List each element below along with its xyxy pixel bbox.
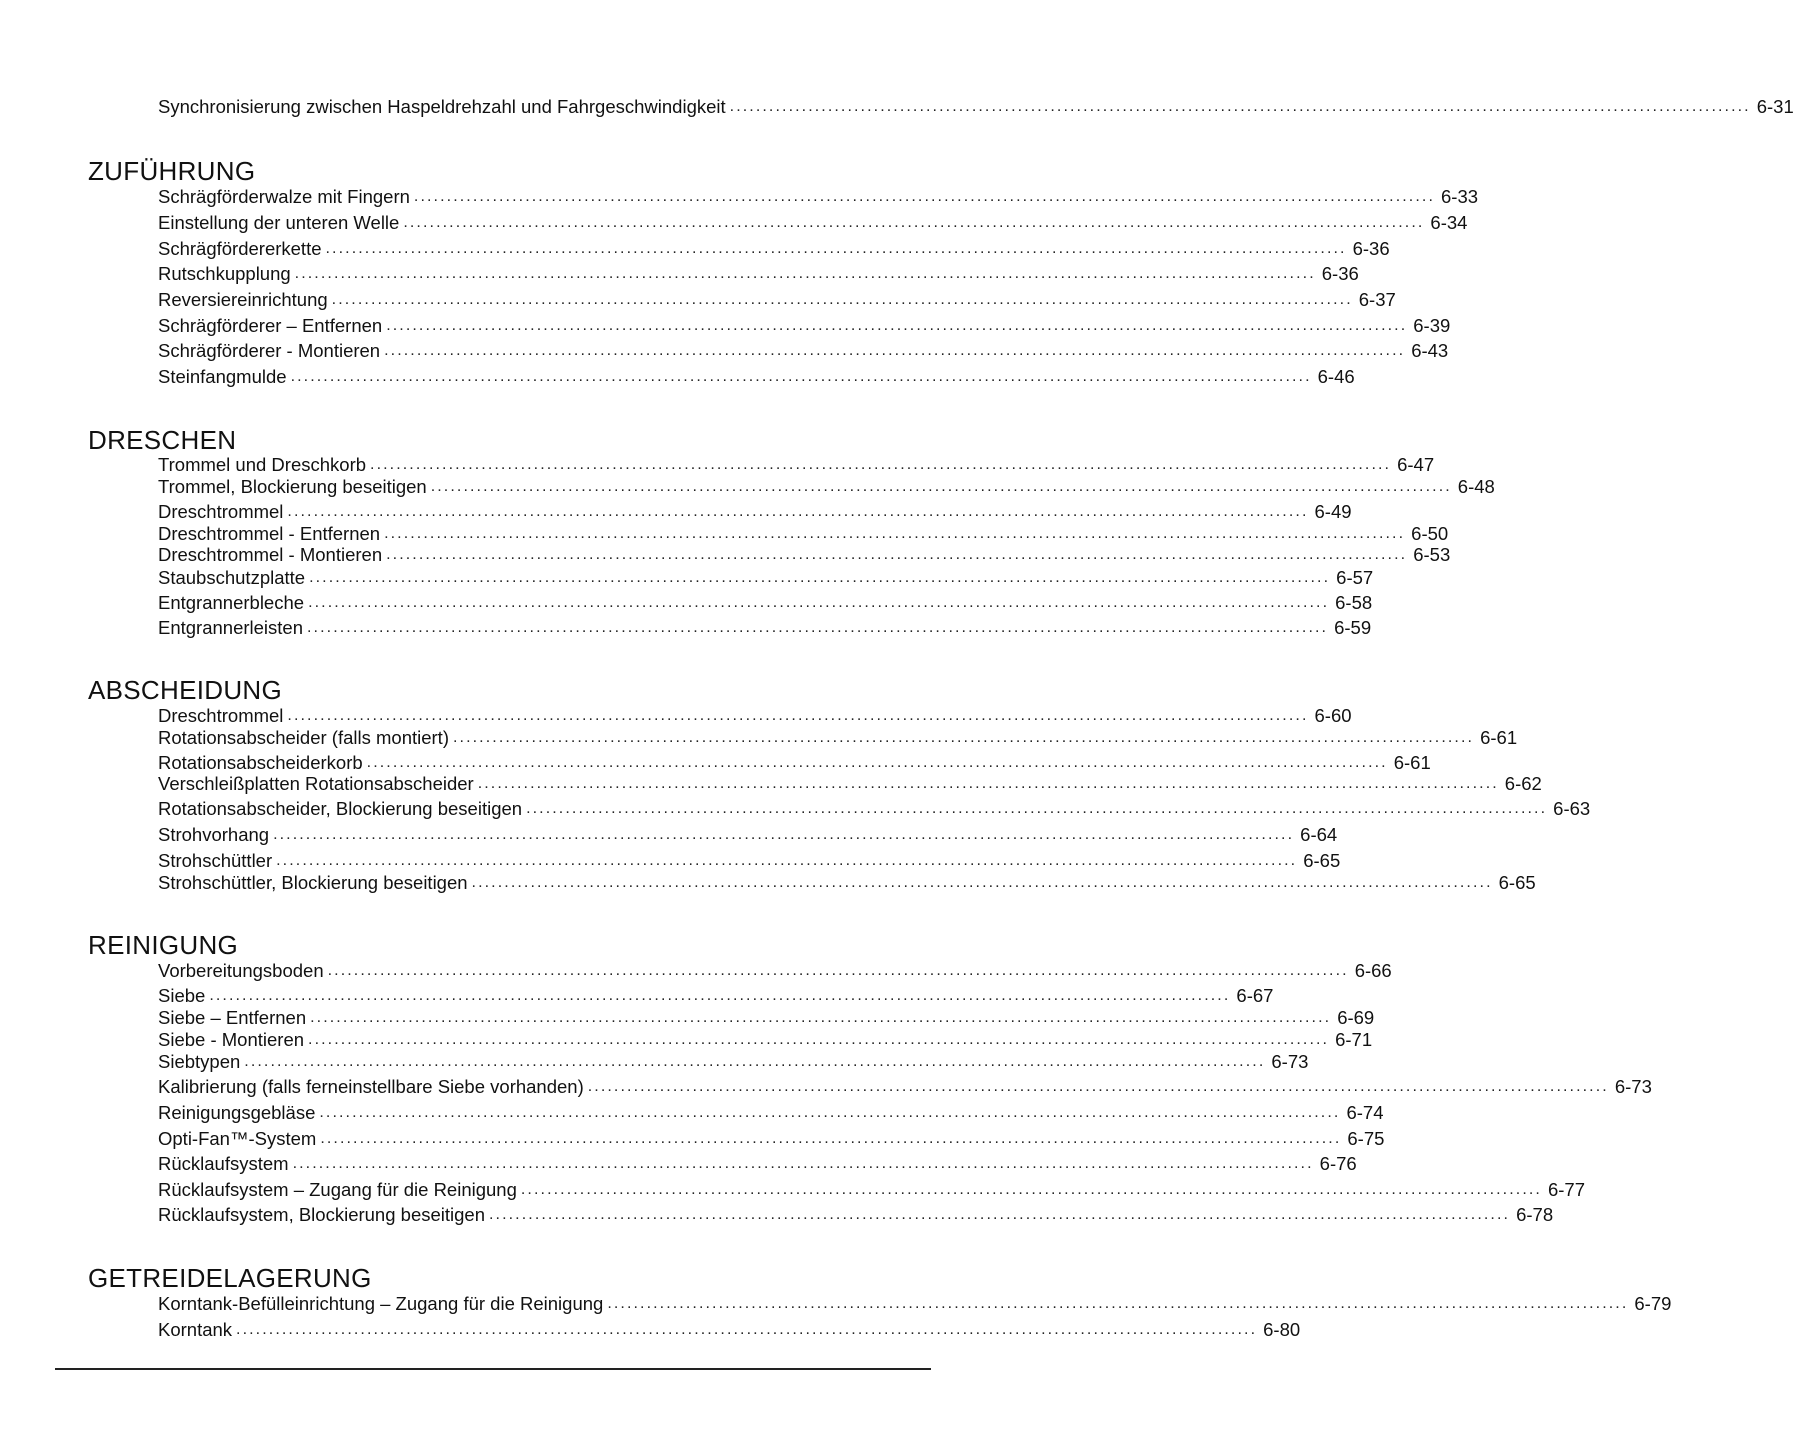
leader-dots: ............................................................................................................................................................ bbox=[489, 1206, 1511, 1223]
leader-dots: ............................................................................................................................................................ bbox=[430, 478, 1452, 495]
toc-entry-page: 6-49 bbox=[1314, 501, 1352, 522]
toc-entry-page: 6-73 bbox=[1614, 1076, 1652, 1097]
toc-entry[interactable] bbox=[158, 590, 1373, 614]
toc-entry-page: 6-71 bbox=[1335, 1029, 1373, 1050]
toc-entry-title: Dreschtrommel bbox=[158, 501, 284, 522]
toc-entry[interactable] bbox=[158, 499, 1352, 523]
toc-entry-title: Rücklaufsystem, Blockierung beseitigen bbox=[158, 1204, 485, 1225]
leader-dots: ............................................................................................................................................................ bbox=[276, 852, 1298, 869]
toc-entry[interactable] bbox=[158, 210, 1468, 234]
toc-entry[interactable] bbox=[158, 848, 1341, 872]
section-heading-getreidelagerung: GETREIDELAGERUNG bbox=[88, 1263, 372, 1293]
leader-dots: ............................................................................................................................................................ bbox=[370, 456, 1392, 473]
toc-entry-title: Strohvorhang bbox=[158, 824, 270, 845]
toc-entry-title: Steinfangmulde bbox=[158, 366, 287, 387]
toc-entry-page: 6-69 bbox=[1337, 1007, 1375, 1028]
toc-entry-title: Korntank bbox=[158, 1319, 233, 1340]
leader-dots: ............................................................................................................................................................ bbox=[236, 1321, 1258, 1338]
toc-entry-page: 6-64 bbox=[1300, 824, 1338, 845]
leader-dots: ............................................................................................................................................................ bbox=[520, 1181, 1542, 1198]
footer-rule bbox=[55, 1368, 931, 1370]
toc-entry-title: Schrägförderer - Montieren bbox=[158, 340, 381, 361]
toc-entry-page: 6-39 bbox=[1413, 315, 1451, 336]
toc-entry-page: 6-57 bbox=[1336, 567, 1374, 588]
toc-entry[interactable] bbox=[158, 796, 1591, 820]
leader-dots: ............................................................................................................................................................ bbox=[307, 619, 1329, 636]
toc-entry-page: 6-78 bbox=[1516, 1204, 1554, 1225]
toc-entry[interactable] bbox=[158, 452, 1435, 476]
leader-dots: ............................................................................................................................................................ bbox=[587, 1078, 1609, 1095]
leader-dots: ............................................................................................................................................................ bbox=[308, 1031, 1330, 1048]
leader-dots: ............................................................................................................................................................ bbox=[327, 962, 1349, 979]
leader-dots: ............................................................................................................................................................ bbox=[386, 546, 1408, 563]
toc-entry-title: Strohschüttler, Blockierung beseitigen bbox=[158, 872, 468, 893]
toc-entry[interactable] bbox=[158, 703, 1352, 727]
toc-entry-title: Dreschtrommel - Montieren bbox=[158, 544, 383, 565]
section-heading-reinigung: REINIGUNG bbox=[88, 930, 239, 960]
toc-entry-page: 6-60 bbox=[1314, 705, 1352, 726]
toc-entry-title: Strohschüttler bbox=[158, 850, 273, 871]
leader-dots: ............................................................................................................................................................ bbox=[244, 1053, 1266, 1070]
toc-entry-page: 6-75 bbox=[1347, 1128, 1385, 1149]
toc-entry[interactable] bbox=[158, 1027, 1373, 1051]
toc-entry-title: Trommel, Blockierung beseitigen bbox=[158, 476, 427, 497]
toc-entry-page: 6-34 bbox=[1430, 212, 1468, 233]
toc-entry-page: 6-79 bbox=[1634, 1293, 1672, 1314]
toc-entry-title: Entgrannerleisten bbox=[158, 617, 304, 638]
toc-entry-title: Siebe - Montieren bbox=[158, 1029, 305, 1050]
leader-dots: ............................................................................................................................................................ bbox=[413, 188, 1435, 205]
leader-dots: ............................................................................................................................................................ bbox=[384, 342, 1406, 359]
toc-entry-page: 6-76 bbox=[1319, 1153, 1357, 1174]
toc-entry[interactable] bbox=[158, 771, 1542, 795]
toc-entry[interactable] bbox=[158, 1005, 1375, 1029]
toc-entry-page: 6-46 bbox=[1317, 366, 1355, 387]
toc-entry-title: Siebtypen bbox=[158, 1051, 241, 1072]
toc-entry[interactable] bbox=[158, 615, 1372, 639]
toc-entry-page: 6-65 bbox=[1303, 850, 1341, 871]
toc-entry-title: Opti-Fan™-System bbox=[158, 1128, 317, 1149]
toc-entry-page: 6-61 bbox=[1480, 727, 1518, 748]
toc-entry-title: Schrägfördererkette bbox=[158, 238, 322, 259]
toc-entry-page: 6-59 bbox=[1334, 617, 1372, 638]
leader-dots: ............................................................................................................................................................ bbox=[331, 291, 1353, 308]
leader-dots: ............................................................................................................................................................ bbox=[477, 775, 1499, 792]
toc-entry[interactable] bbox=[158, 1074, 1652, 1098]
leader-dots: ............................................................................................................................................................ bbox=[325, 240, 1347, 257]
leader-dots: ............................................................................................................................................................ bbox=[453, 729, 1475, 746]
toc-entry-page: 6-73 bbox=[1271, 1051, 1309, 1072]
toc-entry[interactable] bbox=[158, 1202, 1554, 1226]
toc-entry[interactable] bbox=[158, 565, 1374, 589]
toc-entry[interactable] bbox=[158, 1049, 1309, 1073]
toc-entry-title: Rücklaufsystem – Zugang für die Reinigung bbox=[158, 1179, 517, 1200]
toc-entry-page: 6-66 bbox=[1354, 960, 1392, 981]
leader-dots: ............................................................................................................................................................ bbox=[729, 98, 1751, 115]
toc-entry-title: Siebe – Entfernen bbox=[158, 1007, 307, 1028]
leader-dots: ............................................................................................................................................................ bbox=[209, 987, 1231, 1004]
leader-dots: ............................................................................................................................................................ bbox=[273, 826, 1295, 843]
toc-entry[interactable] bbox=[158, 1317, 1301, 1341]
toc-entry-title: Schrägförderwalze mit Fingern bbox=[158, 186, 410, 207]
section-heading-abscheidung: ABSCHEIDUNG bbox=[88, 675, 282, 705]
toc-entry[interactable] bbox=[158, 983, 1274, 1007]
toc-entry[interactable] bbox=[158, 1291, 1672, 1315]
toc-entry-page: 6-53 bbox=[1413, 544, 1451, 565]
toc-entry-title: Korntank-Befülleinrichtung – Zugang für die Reinigung bbox=[158, 1293, 604, 1314]
leader-dots: ............................................................................................................................................................ bbox=[471, 874, 1493, 891]
toc-entry-page: 6-77 bbox=[1547, 1179, 1585, 1200]
toc-entry-title: Rotationsabscheider, Blockierung beseitigen bbox=[158, 798, 523, 819]
toc-entry-title: Dreschtrommel - Entfernen bbox=[158, 523, 381, 544]
toc-entry[interactable] bbox=[158, 338, 1449, 362]
toc-entry-page: 6-50 bbox=[1411, 523, 1449, 544]
toc-entry-title: Schrägförderer – Entfernen bbox=[158, 315, 383, 336]
toc-entry-title: Synchronisierung zwischen Haspeldrehzahl und Fahrgeschwindigkeit bbox=[158, 96, 726, 117]
leader-dots: ............................................................................................................................................................ bbox=[290, 368, 1312, 385]
toc-entry[interactable] bbox=[158, 184, 1479, 208]
leader-dots: ............................................................................................................................................................ bbox=[319, 1104, 1341, 1121]
toc-entry[interactable] bbox=[158, 822, 1338, 846]
toc-entry-title: Rotationsabscheider (falls montiert) bbox=[158, 727, 449, 748]
toc-entry-page: 6-80 bbox=[1263, 1319, 1301, 1340]
toc-entry-page: 6-63 bbox=[1553, 798, 1591, 819]
leader-dots: ............................................................................................................................................................ bbox=[287, 503, 1309, 520]
leader-dots: ............................................................................................................................................................ bbox=[366, 754, 1388, 771]
leader-dots: ............................................................................................................................................................ bbox=[308, 594, 1330, 611]
leader-dots: ............................................................................................................................................................ bbox=[287, 707, 1309, 724]
leader-dots: ............................................................................................................................................................ bbox=[526, 800, 1548, 817]
toc-entry-page: 6-43 bbox=[1411, 340, 1449, 361]
leader-dots: ............................................................................................................................................................ bbox=[310, 1009, 1332, 1026]
leader-dots: ............................................................................................................................................................ bbox=[294, 265, 1316, 282]
section-heading-dreschen: DRESCHEN bbox=[88, 425, 237, 455]
toc-entry-title: Rutschkupplung bbox=[158, 263, 291, 284]
toc-entry-title: Rücklaufsystem bbox=[158, 1153, 289, 1174]
toc-entry-page: 6-61 bbox=[1393, 752, 1431, 773]
leader-dots: ............................................................................................................................................................ bbox=[403, 214, 1425, 231]
toc-entry[interactable] bbox=[158, 870, 1536, 894]
toc-entry-title: Vorbereitungsboden bbox=[158, 960, 324, 981]
toc-entry[interactable] bbox=[158, 313, 1451, 337]
toc-entry[interactable] bbox=[158, 364, 1355, 388]
toc-entry-title: Siebe bbox=[158, 985, 206, 1006]
leader-dots: ............................................................................................................................................................ bbox=[320, 1130, 1342, 1147]
toc-entry-page: 6-36 bbox=[1321, 263, 1359, 284]
toc-entry-page: 6-48 bbox=[1457, 476, 1495, 497]
toc-entry[interactable] bbox=[158, 958, 1392, 982]
toc-entry-title: Reversiereinrichtung bbox=[158, 289, 328, 310]
toc-entry-page: 6-31 bbox=[1756, 96, 1794, 117]
toc-entry-title: Einstellung der unteren Welle bbox=[158, 212, 400, 233]
leader-dots: ............................................................................................................................................................ bbox=[309, 569, 1331, 586]
toc-entry-title: Rotationsabscheiderkorb bbox=[158, 752, 363, 773]
toc-entry[interactable] bbox=[158, 236, 1390, 260]
toc-entry-page: 6-67 bbox=[1236, 985, 1274, 1006]
section-heading-zufuehrung: ZUFÜHRUNG bbox=[88, 156, 256, 186]
toc-entry[interactable] bbox=[158, 1126, 1385, 1150]
toc-entry-page: 6-33 bbox=[1441, 186, 1479, 207]
toc-entry-page: 6-36 bbox=[1352, 238, 1390, 259]
toc-entry[interactable] bbox=[158, 1100, 1384, 1124]
toc-entry-page: 6-58 bbox=[1335, 592, 1373, 613]
toc-entry-title: Staubschutzplatte bbox=[158, 567, 306, 588]
toc-entry[interactable] bbox=[158, 1177, 1585, 1201]
leader-dots: ............................................................................................................................................................ bbox=[386, 317, 1408, 334]
toc-entry-page: 6-65 bbox=[1498, 872, 1536, 893]
toc-entry-title: Reinigungsgebläse bbox=[158, 1102, 316, 1123]
toc-entry-title: Kalibrierung (falls ferneinstellbare Siebe vorhanden) bbox=[158, 1076, 584, 1097]
leader-dots: ............................................................................................................................................................ bbox=[292, 1155, 1314, 1172]
toc-entry-page: 6-37 bbox=[1358, 289, 1396, 310]
toc-entry[interactable] bbox=[158, 287, 1396, 311]
toc-entry[interactable] bbox=[158, 261, 1359, 285]
leader-dots: ............................................................................................................................................................ bbox=[607, 1295, 1629, 1312]
toc-entry[interactable] bbox=[158, 474, 1495, 498]
toc-entry-title: Verschleißplatten Rotationsabscheider bbox=[158, 773, 474, 794]
leader-dots: ............................................................................................................................................................ bbox=[384, 525, 1406, 542]
toc-entry-page: 6-62 bbox=[1504, 773, 1542, 794]
toc-entry-title: Trommel und Dreschkorb bbox=[158, 454, 367, 475]
toc-entry-title: Entgrannerbleche bbox=[158, 592, 305, 613]
toc-entry-page: 6-74 bbox=[1346, 1102, 1384, 1123]
toc-entry-title: Dreschtrommel bbox=[158, 705, 284, 726]
toc-entry-page: 6-47 bbox=[1397, 454, 1435, 475]
toc-entry[interactable] bbox=[158, 1151, 1357, 1175]
toc-entry[interactable] bbox=[158, 542, 1451, 566]
toc-entry-synchronisierung[interactable] bbox=[158, 94, 1794, 118]
toc-entry[interactable] bbox=[158, 725, 1518, 749]
